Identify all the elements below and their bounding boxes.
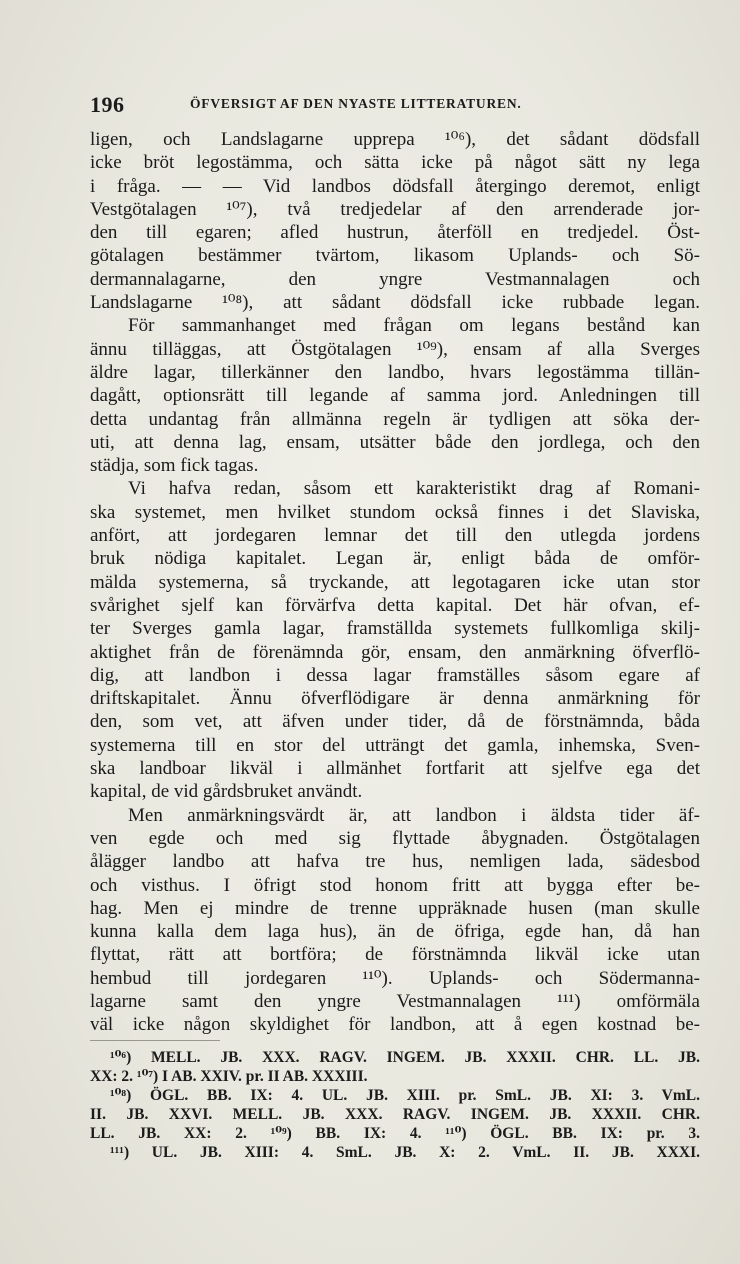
text-line: den, som vet, att äfven under tider, då de förstnämnda, båda [90,711,700,733]
text-line: Landslagarne ¹⁰⁸), att sådant dödsfall icke rubbade legan. [90,292,700,314]
text-line: väl icke någon skyldighet för landbon, att å egen kostnad be- [90,1014,700,1036]
page-number: 196 [90,92,125,117]
text-line: hag. Men ej mindre de trenne uppräknade husen (man skulle [90,897,700,919]
text-line: uti, att denna lag, ensam, utsätter både den jordlega, och den [90,431,700,453]
body-text [90,128,700,1037]
running-head: ÖFVERSIGT AF DEN NYASTE LITTERATUREN. [190,96,522,111]
footnote-line: II. JB. XXVI. MELL. JB. XXX. RAGV. INGEM. JB. XXXII. CHR. [90,1106,700,1123]
text-line: ålägger landbo att hafva tre hus, nemligen lada, sädesbod [90,851,700,873]
footnote-line: ¹⁰⁸) ÖGL. BB. IX: 4. UL. JB. XIII. pr. SmL. JB. XI: 3. VmL. [110,1087,700,1104]
text-line: driftskapitalet. Ännu öfverflödigare är denna anmärkning för [90,688,700,710]
text-line: aktighet från de förenämnda gör, ensam, den anmärkning öfverflö- [90,641,700,663]
paragraph-start-line: Vi hafva redan, såsom ett karakteristikt drag af Romani- [128,478,700,500]
paragraph-end-line: kapital, de vid gårdsbruket användt. [90,781,363,803]
text-line: och visthus. I öfrigt stod honom fritt att bygga efter be- [90,874,700,896]
footnotes [90,1048,700,1162]
text-line: detta undantag från allmänna regeln är tydligen att söka der- [90,408,700,430]
text-line: flyttat, rätt att bortföra; de förstnämnda likväl icke utan [90,944,700,966]
text-line: ska systemet, men hvilket stundom också finnes i det Slaviska, [90,501,700,523]
text-line: lagarne samt den yngre Vestmannalagen ¹¹¹) omförmäla [90,990,700,1012]
text-line: dig, att landbon i dessa lagar framställes såsom egare af [90,664,700,686]
text-line: hembud till jordegaren ¹¹⁰). Uplands- och Södermanna- [90,967,700,989]
text-line: bruk nödiga kapitalet. Legan är, enligt båda de omför- [90,548,700,570]
text-line: dagått, optionsrätt till legande af samma jord. Anledningen till [90,385,700,407]
text-line: i fråga. — — Vid landbos dödsfall återgingo deremot, enligt [90,175,700,197]
text-line: götalagen bestämmer tvärtom, likasom Uplands- och Sö- [90,245,700,267]
footnote-line: XX: 2. ¹⁰⁷) I AB. XXIV. pr. II AB. XXXIII. [90,1068,368,1085]
text-line: Vestgötalagen ¹⁰⁷), två tredjedelar af den arrenderade jor- [90,198,700,220]
footnote-line: ¹⁰⁶) MELL. JB. XXX. RAGV. INGEM. JB. XXXII. CHR. LL. JB. [110,1049,700,1066]
text-line: icke bröt legostämma, och sätta icke på något sätt ny lega [90,152,700,174]
text-line: den till egaren; afled hustrun, återföll en tredjedel. Öst- [90,222,700,244]
text-line: dermannalagarne, den yngre Vestmannalagen och [90,268,700,290]
text-line: svårighet sjelf kan förvärfva detta kapital. Det här ofvan, ef- [90,594,700,616]
text-line: mälda systemerna, så tryckande, att legotagaren icke utan stor [90,571,700,593]
text-line: ligen, och Landslagarne upprepa ¹⁰⁶), det sådant dödsfall [90,129,700,150]
page-header [90,92,700,118]
paragraph-start-line: Men anmärkningsvärdt är, att landbon i äldsta tider äf- [128,804,700,826]
text-line: äldre lagar, tillerkänner den landbo, hvars legostämma tillän- [90,361,700,383]
text-line: ska landboar likväl i allmänhet fortfarit att sjelfve ega det [90,758,700,780]
footnote-line: LL. JB. XX: 2. ¹⁰⁹) BB. IX: 4. ¹¹⁰) ÖGL. BB. IX: pr. 3. [90,1125,700,1142]
paragraph-start-line: För sammanhanget med frågan om legans bestånd kan [128,315,700,337]
text-line: ännu tilläggas, att Östgötalagen ¹⁰⁹), ensam af alla Sverges [90,338,700,360]
text-line: kunna kalla dem laga hus), än de öfriga, egde han, då han [90,921,700,943]
text-line: ven egde och med sig flyttade åbygnaden. Östgötalagen [90,827,700,849]
footnote-divider [90,1040,220,1041]
text-line: anfört, att jordegaren lemnar det till den utlegda jordens [90,525,700,547]
text-line: ter Sverges gamla lagar, framställda systemets fullkomliga skilj- [90,618,700,640]
paragraph-end-line: städja, som fick tagas. [90,455,259,477]
footnote-line: ¹¹¹) UL. JB. XIII: 4. SmL. JB. X: 2. VmL. II. JB. XXXI. [110,1144,700,1161]
text-line: systemerna till en stor del utträngt det gamla, inhemska, Sven- [90,734,700,756]
